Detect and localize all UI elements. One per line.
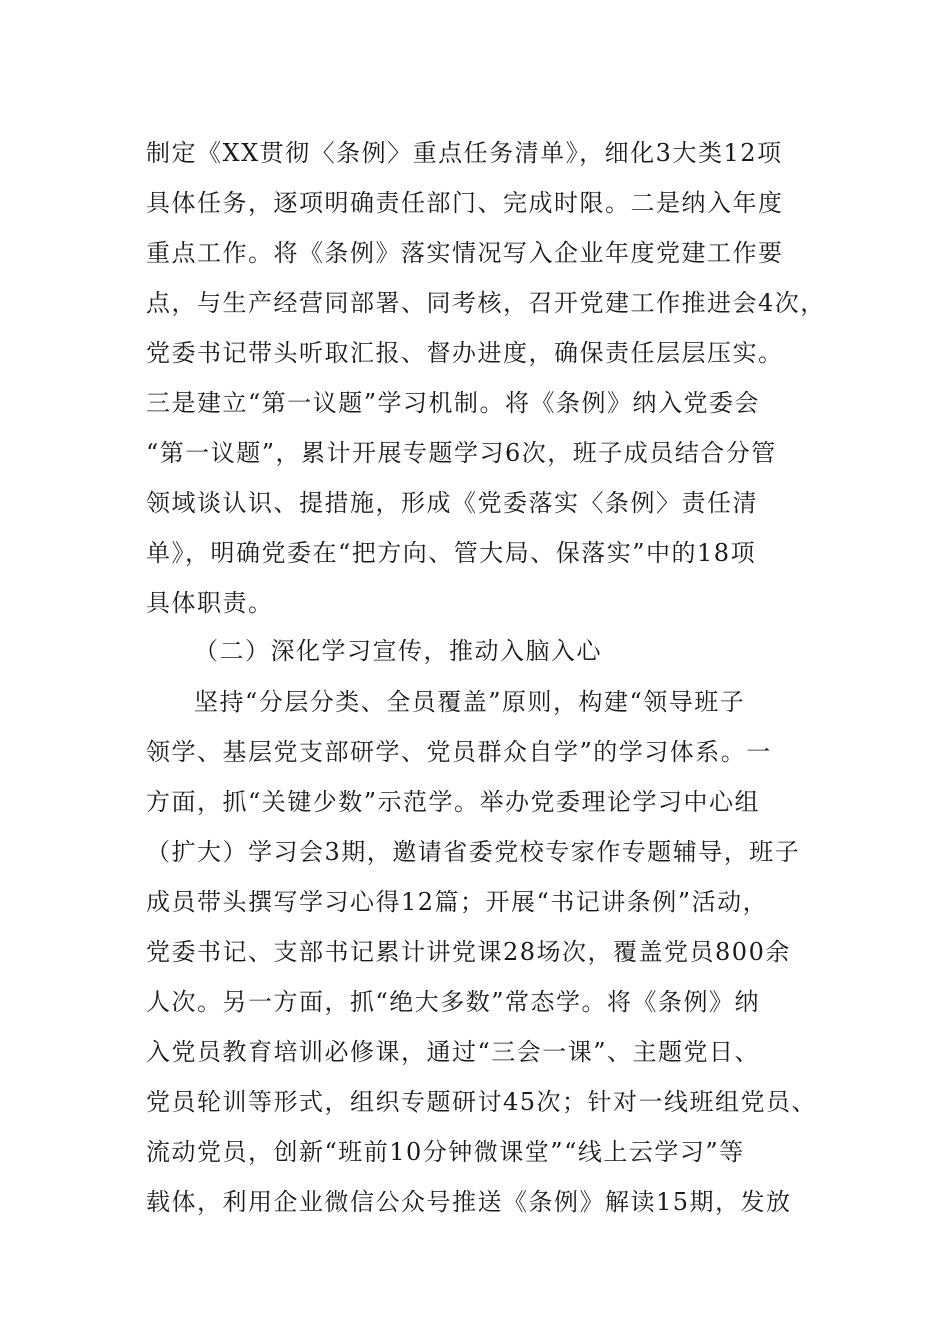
text-line: 具体职责。 bbox=[146, 589, 274, 617]
text-line: 具体任务，逐项明确责任部门、完成时限。二是纳入年度 bbox=[146, 189, 784, 217]
text-line: 重点工作。将《条例》落实情况写入企业年度党建工作要 bbox=[146, 239, 784, 267]
text-line: 入党员教育培训必修课，通过“三会一课”、主题党日、 bbox=[146, 1038, 761, 1066]
text-line: 党委书记带头听取汇报、督办进度，确保责任层层压实。 bbox=[146, 339, 784, 367]
text-line: 流动党员，创新“班前10分钟微课堂”“线上云学习”等 bbox=[146, 1138, 745, 1166]
text-line: （扩大）学习会3期，邀请省委党校专家作专题辅导，班子 bbox=[146, 838, 801, 866]
text-line: 载体，利用企业微信公众号推送《条例》解读15期，发放 bbox=[146, 1188, 792, 1216]
text-line: 三是建立“第一议题”学习机制。将《条例》纳入党委会 bbox=[146, 389, 761, 417]
text-line: 党员轮训等形式，组织专题研讨45次；针对一线班组党员、 bbox=[146, 1088, 818, 1116]
text-line: “第一议题”，累计开展专题学习6次，班子成员结合分管 bbox=[146, 439, 777, 467]
text-line: 成员带头撰写学习心得12篇；开展“书记讲条例”活动， bbox=[146, 888, 769, 916]
text-line: 领域谈认识、提措施，形成《党委落实〈条例〉责任清 bbox=[146, 489, 758, 517]
paragraph-first-line: 坚持“分层分类、全员覆盖”原则，构建“领导班子 bbox=[194, 688, 746, 716]
text-line: 人次。另一方面，抓“绝大多数”常态学。将《条例》纳 bbox=[146, 988, 761, 1016]
text-line: 党委书记、支部书记累计讲党课28场次，覆盖党员800余 bbox=[146, 938, 791, 966]
text-line: 单》，明确党委在“把方向、管大局、保落实”中的18项 bbox=[146, 539, 757, 567]
text-line: 点，与生产经营同部署、同考核，召开党建工作推进会4次， bbox=[146, 289, 826, 317]
text-line: 制定《XX贯彻〈条例〉重点任务清单》，细化3大类12项 bbox=[146, 139, 783, 167]
text-line: 方面，抓“关键少数”示范学。举办党委理论学习中心组 bbox=[146, 788, 761, 816]
section-heading: （二）深化学习宣传，推动入脑入心 bbox=[194, 637, 602, 665]
text-line: 领学、基层党支部研学、党员群众自学”的学习体系。一 bbox=[146, 738, 772, 766]
